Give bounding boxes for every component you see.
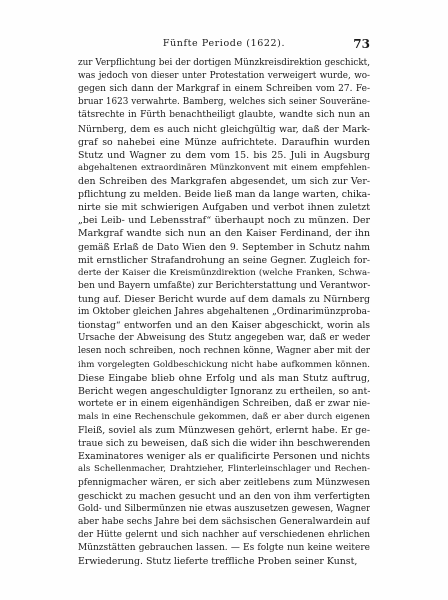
text-line: tionstag“ entworfen und an den Kaiser abgeschickt, worin als — [78, 320, 370, 332]
text-line: tätsrechte in Fürth benachtheiligt glaubte, wandte sich nun an — [78, 110, 370, 121]
text-line: ihm vorgelegten Goldbeschickung nicht habe aufkommen können. — [78, 359, 370, 370]
text-line: pflichtung zu melden. Beide ließ man da lange warten, chika- — [78, 189, 370, 201]
text-line: als Schellenmacher, Drahtzieher, Flinterleinschlager und Rechen- — [78, 464, 370, 475]
text-line: Gold- und Silbermünzen nie etwas auszusetzen gewesen, Wagner — [78, 503, 370, 514]
text-line: geschickt zu machen gesucht und an den von ihm verfertigten — [78, 490, 370, 502]
text-line: der Hütte gelernt und sich nachher auf verschiedenen ehrlichen — [78, 529, 370, 540]
text-line: abgehaltenen extraordinären Münzkonvent mit einem empfehlen- — [78, 162, 370, 173]
text-line: tung auf. Dieser Bericht wurde auf dem damals zu Nürnberg — [78, 293, 370, 305]
text-line: Münzstätten gebrauchen lassen. — Es folgte nun keine weitere — [78, 543, 370, 554]
text-line: Nürnberg, dem es auch nicht gleichgültig war, daß der Mark- — [78, 123, 370, 135]
running-title: Fünfte Periode (1622). — [162, 38, 286, 49]
text-line: Erwiederung. Stutz lieferte treffliche Proben seiner Kunst, — [78, 556, 358, 568]
page-header — [78, 37, 370, 51]
text-line: was jedoch von dieser unter Protestation verweigert wurde, wo- — [78, 71, 370, 82]
text-line: im Oktober gleichen Jahres abgehaltenen „Ordinarimünzproba- — [78, 307, 370, 318]
text-line: Markgraf wandte sich nun an den Kaiser Ferdinand, der ihn — [78, 228, 370, 240]
text-line: bruar 1623 verwahrte. Bamberg, welches sich seiner Souveräne- — [78, 97, 370, 108]
text-line: „bei Leib- und Lebensstraf“ überhaupt noch zu münzen. Der — [78, 215, 370, 227]
text-line: Bericht wegen angeschuldigter Ignoranz zu ertheilen, so ant- — [78, 385, 370, 397]
text-line: derte der Kaiser die Kreismünzdirektion (welche Franken, Schwa- — [78, 267, 370, 278]
text-line: zur Verpflichtung bei der dortigen Münzkreisdirektion geschickt, — [78, 58, 370, 68]
text-line: ben und Bayern umfaßte) zur Berichterstattung und Verantwor- — [78, 280, 370, 291]
text-line: Stutz und Wagner zu dem vom 15. bis 25. Juli in Augsburg — [78, 149, 370, 161]
text-line: Ursache der Abweisung des Stutz angegeben war, daß er weder — [78, 333, 370, 344]
text-line: gegen sich dann der Markgraf in einem Schreiben vom 27. Fe- — [78, 84, 370, 95]
text-line: Diese Eingabe blieb ohne Erfolg und als man Stutz auftrug, — [78, 372, 370, 384]
text-line: mit ernstlicher Strafandrohung an seine Gegner. Zugleich for- — [78, 254, 370, 266]
text-line: Examinatores weniger als er qualificirte Personen und nichts — [78, 451, 370, 463]
text-line: traue sich zu beweisen, daß sich die wider ihn beschwerenden — [78, 438, 370, 450]
page-number: 73 — [353, 37, 370, 51]
text-line: gemäß Erlaß de Dato Wien den 9. September in Schutz nahm — [78, 241, 370, 253]
body-text — [78, 57, 370, 568]
text-line: mals in eine Rechenschule gekommen, daß er aber durch eigenen — [78, 411, 370, 422]
text-line: graf so nahebei eine Münze aufrichtete. Daraufhin wurden — [78, 136, 370, 148]
text-line: lesen noch schreiben, noch rechnen könne, Wagner aber mit der — [78, 346, 370, 357]
text-line: nirte sie mit schwierigen Aufgaben und verbot ihnen zuletzt — [78, 202, 370, 214]
text-line: aber habe sechs Jahre bei dem sächsischen Generalwardein auf — [78, 516, 370, 527]
text-line: wortete er in einem eigenhändigen Schreiben, daß er zwar nie- — [78, 398, 370, 409]
text-line: Fleiß, soviel als zum Münzwesen gehört, erlernt habe. Er ge- — [78, 425, 370, 437]
text-line: den Schreiben des Markgrafen abgesendet, um sich zur Ver- — [78, 175, 370, 187]
text-line: pfennigmacher wären, er sich aber zeitlebens zum Münzwesen — [78, 477, 370, 488]
